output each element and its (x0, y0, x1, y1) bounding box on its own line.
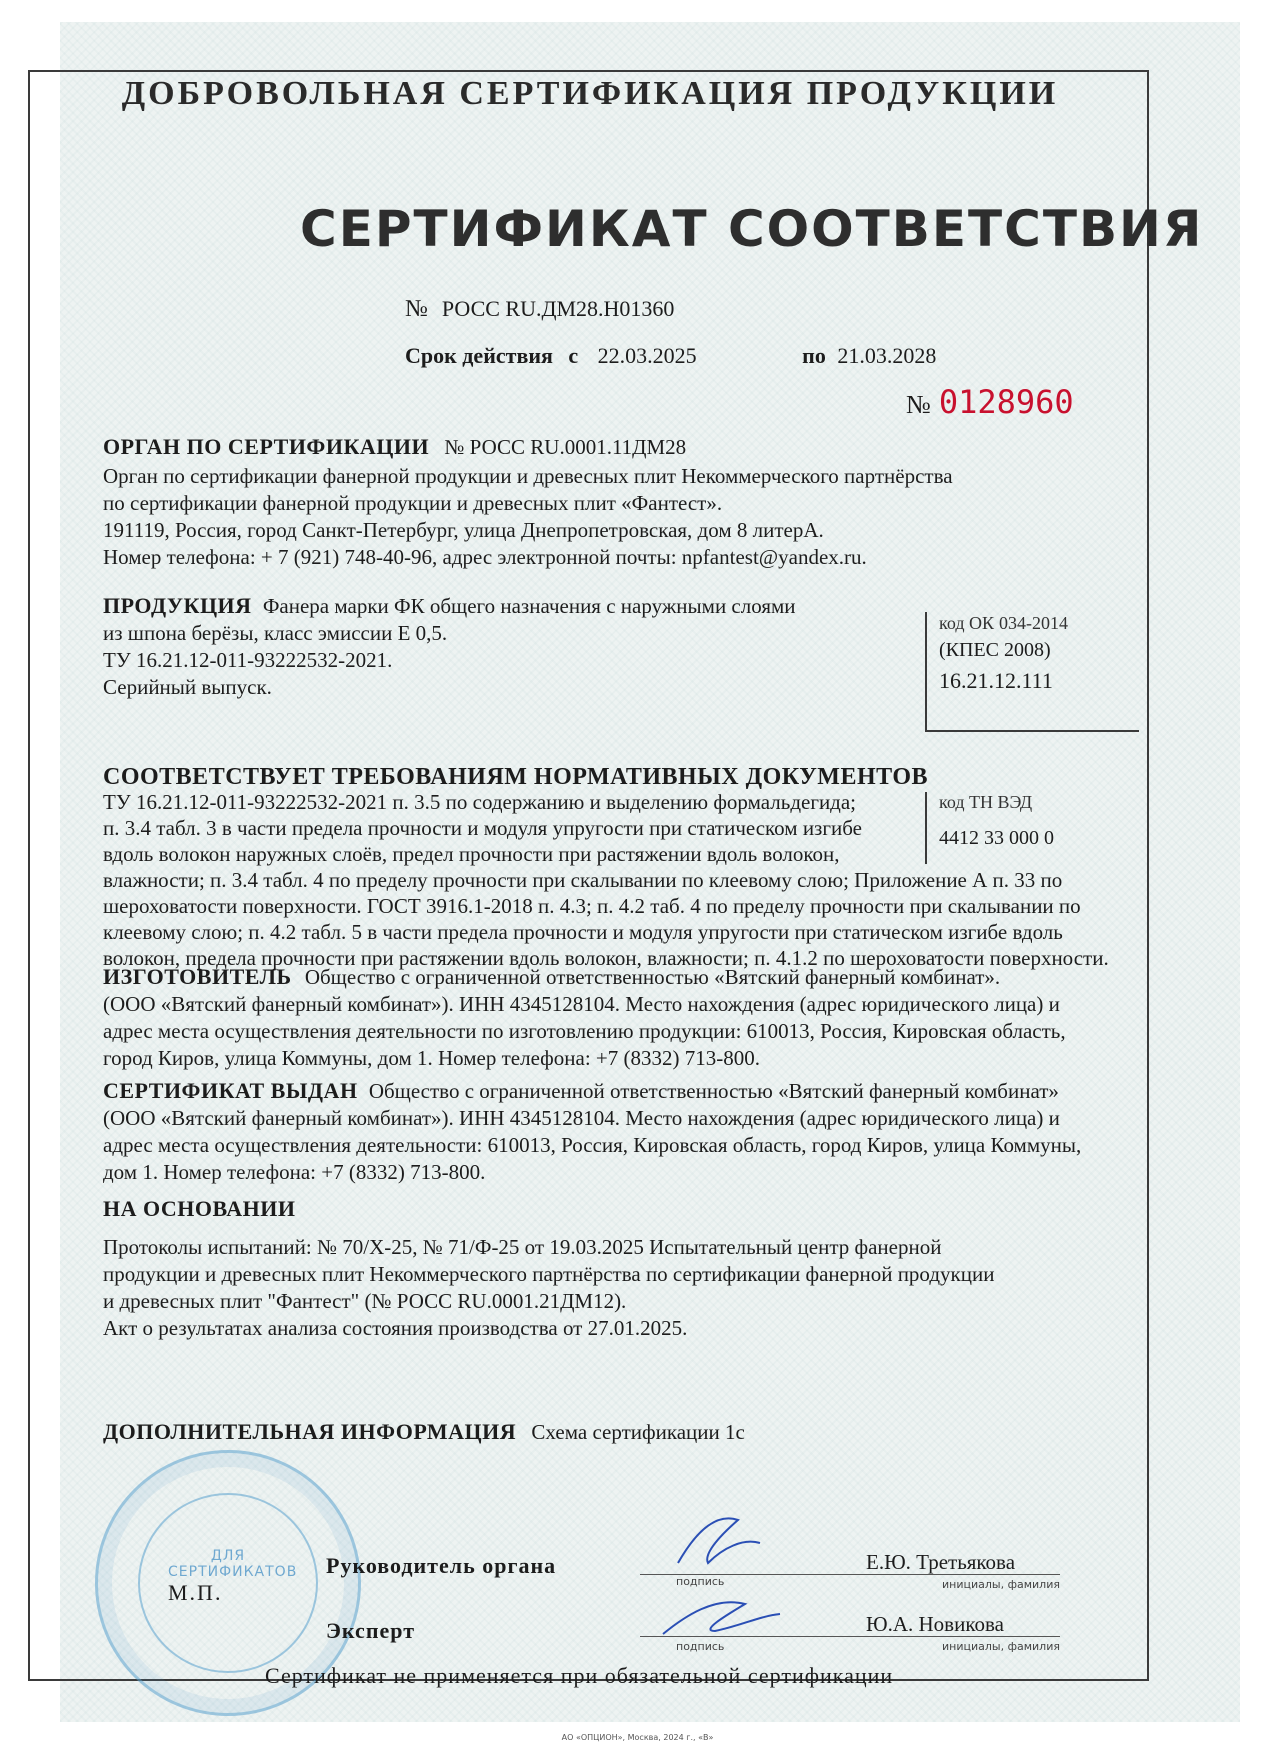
expert-name: Ю.А. Новикова (866, 1612, 1004, 1636)
issued-to-name: Общество с ограниченной ответственностью «Вятский фанерный комбинат» (368, 1079, 1059, 1103)
manufacturer-label: ИЗГОТОВИТЕЛЬ (103, 964, 292, 989)
head-signature-line (640, 1574, 1060, 1575)
validity-from-label: с (568, 343, 579, 368)
validity-from-date: 22.03.2025 (597, 343, 697, 368)
expert-role: Эксперт (326, 1618, 416, 1643)
product-line: Серийный выпуск. (103, 675, 272, 699)
requirements-label: СООТВЕТСТВУЕТ ТРЕБОВАНИЯМ НОРМАТИВНЫХ ДОКУМЕНТОВ (103, 764, 928, 790)
printer-imprint: АО «ОПЦИОН», Москва, 2024 г., «В» (561, 1733, 714, 1742)
form-number-value: 0128960 (938, 383, 1074, 421)
ok-code-kpes: (КПЕС 2008) (939, 639, 1051, 661)
requirements-line: шероховатости поверхности. ГОСТ 3916.1-2018 п. 4.3; п. 4.2 таб. 4 по пределу прочности при скалывании по (103, 894, 1081, 918)
validity-label: Срок действия (405, 343, 553, 368)
ok-code-value: 16.21.12.111 (939, 668, 1053, 693)
form-number (906, 383, 1074, 421)
issued-to-line: (ООО «Вятский фанерный комбинат»). ИНН 4345128104. Место нахождения (адрес юридического лица) и (103, 1106, 1060, 1130)
manufacturer-line: адрес места осуществления деятельности по изготовлению продукции: 610013, Россия, Кировская область, (103, 1019, 1066, 1043)
ok-code-standard: 034-2014 (998, 613, 1068, 633)
basis-line: Акт о результатах анализа состояния производства от 27.01.2025. (103, 1316, 688, 1340)
form-number-sign: № (906, 390, 931, 419)
seal-text: ДЛЯ СЕРТИФИКАТОВ (168, 1548, 298, 1580)
certification-body-line: 191119, Россия, город Санкт-Петербург, улица Днепропетровская, дом 8 литерА. (103, 518, 824, 542)
manufacturer-line: (ООО «Вятский фанерный комбинат»). ИНН 4345128104. Место нахождения (адрес юридического лица) и (103, 992, 1060, 1016)
additional-info-label: ДОПОЛНИТЕЛЬНАЯ ИНФОРМАЦИЯ (103, 1419, 517, 1444)
head-signature-caption: подпись (676, 1575, 725, 1588)
validity-to-label: по (802, 343, 826, 368)
number-sign: № (405, 296, 428, 322)
issued-to-label: СЕРТИФИКАТ ВЫДАН (103, 1078, 358, 1103)
ok-code-label: код ОК (939, 613, 994, 633)
certification-body-line: по сертификации фанерной продукции и древесных плит «Фантест». (103, 491, 723, 515)
issued-to-line: адрес места осуществления деятельности: 610013, Россия, Кировская область, город Киров, улица Коммуны, (103, 1133, 1082, 1157)
manufacturer-line: город Киров, улица Коммуны, дом 1. Номер телефона: +7 (8332) 713-800. (103, 1046, 760, 1070)
product-section (103, 592, 796, 701)
additional-info-text: Схема сертификации 1с (531, 1420, 745, 1444)
basis-line: Протоколы испытаний: № 70/Х-25, № 71/Ф-25 от 19.03.2025 Испытательный центр фанерной (103, 1235, 942, 1259)
basis-label: НА ОСНОВАНИИ (103, 1196, 296, 1221)
requirements-line: волокон, предела прочности при растяжении вдоль волокон, влажности; п. 4.1.2 по шероховатости поверхности. (103, 946, 1109, 970)
head-name-caption: инициалы, фамилия (942, 1578, 1060, 1591)
seal-place-mark: М.П. (168, 1580, 223, 1605)
tnved-code-value: 4412 33 000 0 (939, 827, 1054, 849)
product-line: ТУ 16.21.12-011-93222532-2021. (103, 648, 393, 672)
expert-signature-caption: подпись (676, 1640, 725, 1653)
basis-line: и древесных плит "Фантест" (№ РОСС RU.0001.21ДМ12). (103, 1289, 627, 1313)
requirements-line: вдоль волокон наружных слоёв, предел прочности при растяжении вдоль волокон, (103, 842, 840, 866)
expert-signature-line (640, 1636, 1060, 1637)
requirements-line: п. 3.4 табл. 3 в части предела прочности и модуля упругости при статическом изгибе (103, 816, 862, 840)
expert-name-caption: инициалы, фамилия (942, 1640, 1060, 1653)
basis-line: продукции и древесных плит Некоммерческого партнёрства по сертификации фанерной продукции (103, 1262, 995, 1286)
additional-info-section (103, 1418, 745, 1446)
basis-section (103, 1195, 994, 1342)
issued-to-line: дом 1. Номер телефона: +7 (8332) 713-800. (103, 1160, 486, 1184)
certification-body-number: № РОСС RU.0001.11ДМ28 (444, 435, 687, 459)
tnved-code-label: код ТН ВЭД (939, 792, 1033, 812)
certification-body-label: ОРГАН ПО СЕРТИФИКАЦИИ (103, 434, 430, 459)
ok-code-box (925, 612, 1139, 732)
registration-number (405, 296, 674, 323)
validity-period (405, 343, 936, 369)
footer-note: Сертификат не применяется при обязательной сертификации (265, 1663, 894, 1688)
manufacturer-name: Общество с ограниченной ответственностью «Вятский фанерный комбинат». (304, 965, 1001, 989)
registration-number-value: РОСС RU.ДМ28.Н01360 (441, 296, 675, 321)
product-label: ПРОДУКЦИЯ (103, 593, 252, 618)
certification-body-line: Номер телефона: + 7 (921) 748-40-96, адрес электронной почты: npfantest@yandex.ru. (103, 545, 867, 569)
issued-to-section (103, 1077, 1081, 1186)
requirements-line: клеевому слою; п. 4.2 табл. 5 в части предела прочности и модуля упругости при статическом изгибе вдоль (103, 920, 1063, 944)
product-line: из шпона берёзы, класс эмиссии Е 0,5. (103, 621, 448, 645)
head-of-body-name: Е.Ю. Третьякова (866, 1550, 1016, 1574)
certification-body-section (103, 433, 953, 571)
head-signature (668, 1508, 768, 1578)
expert-signature (655, 1586, 785, 1646)
manufacturer-section (103, 963, 1066, 1072)
certificate-title: СЕРТИФИКАТ СООТВЕТСТВИЯ (300, 200, 1204, 258)
certification-body-line: Орган по сертификации фанерной продукции и древесных плит Некоммерческого партнёрства (103, 464, 953, 488)
product-description: Фанера марки ФК общего назначения с наружными слоями (262, 594, 796, 618)
requirements-line: влажности; п. 3.4 табл. 4 по пределу прочности при скалывании по клеевому слою; Приложение А п. 33 по (103, 868, 1063, 892)
seal-inner-ring (138, 1493, 318, 1673)
head-of-body-role: Руководитель органа (326, 1553, 557, 1578)
validity-to-date: 21.03.2028 (837, 343, 937, 368)
tnved-code-box (925, 792, 1139, 864)
voluntary-certification-heading: ДОБРОВОЛЬНАЯ СЕРТИФИКАЦИЯ ПРОДУКЦИИ (121, 75, 1059, 112)
requirements-line: ТУ 16.21.12-011-93222532-2021 п. 3.5 по содержанию и выделению формальдегида; (103, 790, 857, 814)
